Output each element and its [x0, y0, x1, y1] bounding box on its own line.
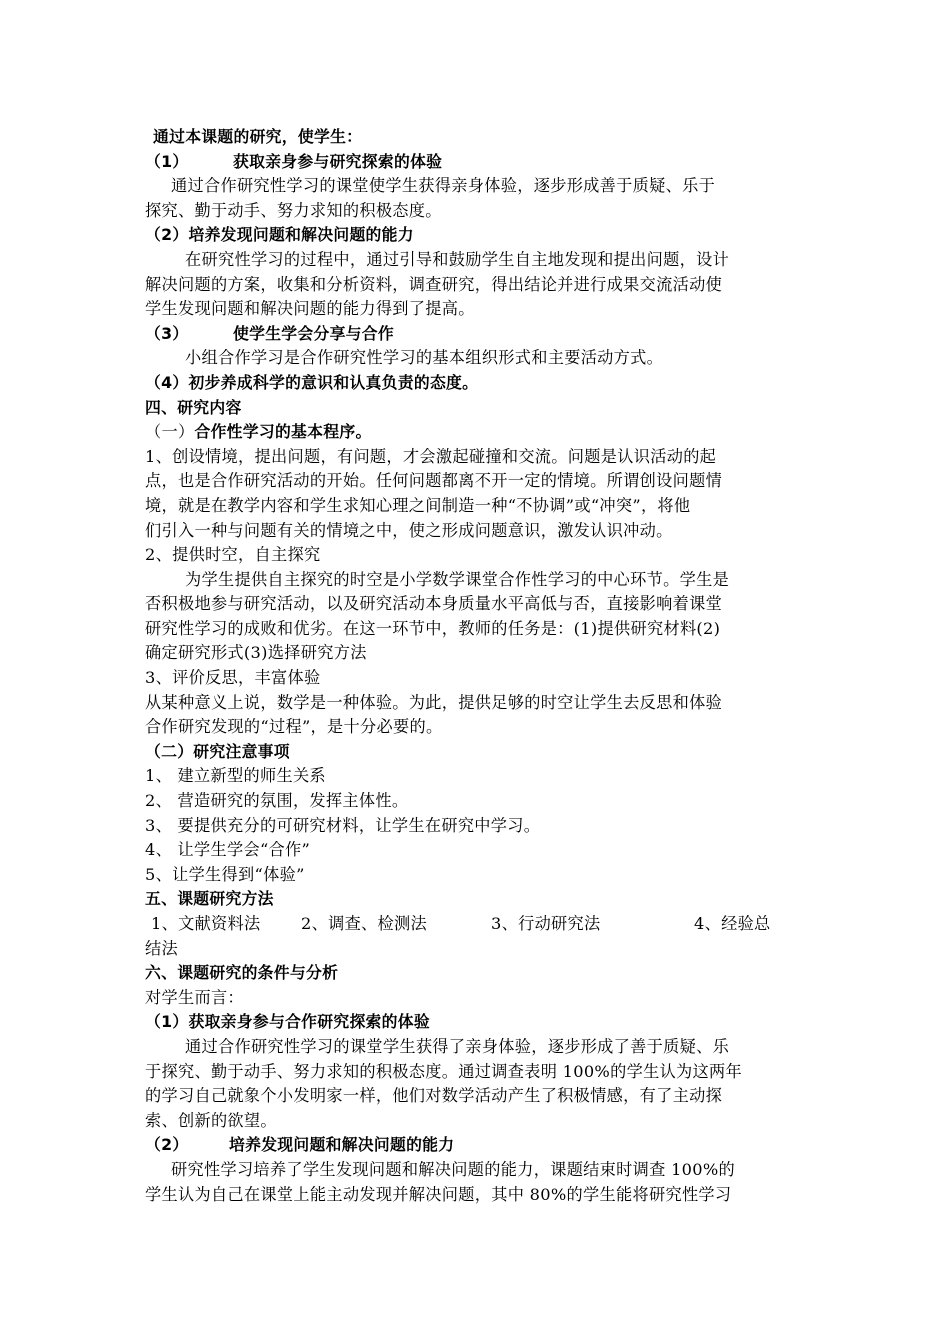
- subsection-1-title: [145, 420, 810, 445]
- paragraph-line: [145, 986, 810, 1011]
- section-4-title: [145, 396, 810, 421]
- intro-heading: [145, 125, 810, 150]
- analysis-1-heading: [145, 1010, 810, 1035]
- paragraph-line: [145, 617, 810, 642]
- text: 2、 营造研究的氛围，发挥主体性。: [145, 791, 409, 811]
- text: 对学生而言：: [145, 987, 244, 1007]
- text: 境，就是在教学内容和学生求知心理之间制造一种“不协调”或“冲突”，将他: [145, 495, 691, 515]
- analysis-2-heading: [145, 1133, 810, 1158]
- text: 在研究性学习的过程中，通过引导和鼓励学生自主地发现和提出问题，设计: [185, 249, 730, 269]
- text: 的学习自己就象个小发明家一样，他们对数学活动产生了积极情感，有了主动探: [145, 1086, 723, 1106]
- text: 探究、勤于动手、努力求知的积极态度。: [145, 200, 442, 220]
- text: 研究性学习的成败和优劣。在这一环节中，教师的任务是：(1)提供研究材料(2): [145, 618, 721, 638]
- text: 小组合作学习是合作研究性学习的基本组织形式和主要活动方式。: [185, 348, 664, 368]
- goal-1-heading: [145, 150, 810, 175]
- text: 1、 建立新型的师生关系: [145, 766, 326, 786]
- list-item: [145, 789, 810, 814]
- text: 结法: [145, 938, 178, 958]
- paragraph-line: [145, 1183, 810, 1208]
- goal-3-heading: [145, 322, 810, 347]
- paragraph-line: [145, 1060, 810, 1085]
- text: 四、研究内容: [145, 397, 242, 417]
- number: （一）: [145, 422, 195, 442]
- paragraph-line: [145, 1158, 810, 1183]
- number: （1）: [145, 151, 189, 171]
- text: 获取亲身参与研究探索的体验: [233, 151, 443, 171]
- method-item: 1、文献资料法: [151, 914, 261, 933]
- number: （2）: [145, 1135, 189, 1155]
- subsection-2-title: [145, 740, 810, 765]
- text: 从某种意义上说，数学是一种体验。为此，提供足够的时空让学生去反思和体验: [145, 692, 723, 712]
- paragraph-line: [145, 715, 810, 740]
- paragraph-line: [145, 666, 810, 691]
- list-item: [145, 863, 810, 888]
- text: 确定研究形式(3)选择研究方法: [145, 643, 367, 663]
- text: 研究性学习培养了学生发现问题和解决问题的能力，课题结束时调查 100%的: [171, 1159, 736, 1179]
- paragraph-line: [145, 1035, 810, 1060]
- text: （2）培养发现问题和解决问题的能力: [145, 225, 414, 245]
- text: 解决问题的方案，收集和分析资料，调查研究，得出结论并进行成果交流活动使: [145, 274, 723, 294]
- text: （二）研究注意事项: [145, 741, 290, 761]
- paragraph-line: [145, 519, 810, 544]
- paragraph-line: [145, 568, 810, 593]
- text: 通过合作研究性学习的课堂学生获得了亲身体验，逐步形成了善于质疑、乐: [185, 1036, 730, 1056]
- goal-4-heading: [145, 371, 810, 396]
- text: 使学生学会分享与合作: [233, 323, 394, 343]
- text: 为学生提供自主探究的时空是小学数学课堂合作性学习的中心环节。学生是: [185, 569, 730, 589]
- text: 4、 让学生学会“合作”: [145, 840, 311, 860]
- text: 合作研究发现的“过程”，是十分必要的。: [145, 717, 443, 737]
- text: 们引入一种与问题有关的情境之中，使之形成问题意识，激发认识冲动。: [145, 520, 673, 540]
- text: 1、创设情境，提出问题，有问题，才会激起碰撞和交流。问题是认识活动的起: [145, 446, 717, 466]
- paragraph-line: [145, 937, 810, 962]
- text: 5、让学生得到“体验”: [145, 864, 305, 884]
- paragraph-line: [145, 1109, 810, 1134]
- method-item: 2、调查、检测法: [301, 914, 428, 933]
- paragraph-line: [145, 248, 810, 273]
- text: 点，也是合作研究活动的开始。任何问题都离不开一定的情境。所谓创设问题情: [145, 471, 723, 491]
- text: 索、创新的欲望。: [145, 1110, 277, 1130]
- text: 3、评价反思，丰富体验: [145, 668, 321, 688]
- paragraph-line: [145, 346, 810, 371]
- text: 学生发现问题和解决问题的能力得到了提高。: [145, 299, 475, 319]
- paragraph-line: [145, 641, 810, 666]
- methods-line: [145, 912, 810, 937]
- number: （3）: [145, 323, 189, 343]
- section-6-title: [145, 961, 810, 986]
- method-item: 4、经验总: [694, 914, 771, 933]
- goal-2-heading: [145, 223, 810, 248]
- text: 通过本课题的研究，使学生：: [153, 127, 363, 146]
- document-page: [145, 125, 810, 1207]
- paragraph-line: [145, 543, 810, 568]
- text: 培养发现问题和解决问题的能力: [229, 1135, 455, 1155]
- list-item: [145, 764, 810, 789]
- paragraph-line: [145, 592, 810, 617]
- paragraph-line: [145, 199, 810, 224]
- text: 六、课题研究的条件与分析: [145, 963, 339, 983]
- text: 五、课题研究方法: [145, 889, 274, 909]
- paragraph-line: [145, 297, 810, 322]
- paragraph-line: [145, 445, 810, 470]
- list-item: [145, 814, 810, 839]
- paragraph-line: [145, 469, 810, 494]
- paragraph-line: [145, 174, 810, 199]
- text: 于探究、勤于动手、努力求知的积极态度。通过调查表明 100%的学生认为这两年: [145, 1061, 743, 1081]
- text: 2、提供时空，自主探究: [145, 545, 321, 565]
- text: 通过合作研究性学习的课堂使学生获得亲身体验，逐步形成善于质疑、乐于: [171, 176, 716, 196]
- section-5-title: [145, 887, 810, 912]
- text: 否积极地参与研究活动，以及研究活动本身质量水平高低与否，直接影响着课堂: [145, 594, 723, 614]
- list-item: [145, 838, 810, 863]
- text: 学生认为自己在课堂上能主动发现并解决问题，其中 80%的学生能将研究性学习: [145, 1184, 732, 1204]
- text: （1）获取亲身参与合作研究探索的体验: [145, 1012, 430, 1032]
- method-item: 3、行动研究法: [491, 914, 601, 933]
- paragraph-line: [145, 691, 810, 716]
- paragraph-line: [145, 273, 810, 298]
- text: 3、 要提供充分的可研究材料，让学生在研究中学习。: [145, 815, 541, 835]
- paragraph-line: [145, 494, 810, 519]
- text: 合作性学习的基本程序。: [194, 422, 372, 442]
- paragraph-line: [145, 1084, 810, 1109]
- text: （4）初步养成科学的意识和认真负责的态度。: [145, 372, 479, 392]
